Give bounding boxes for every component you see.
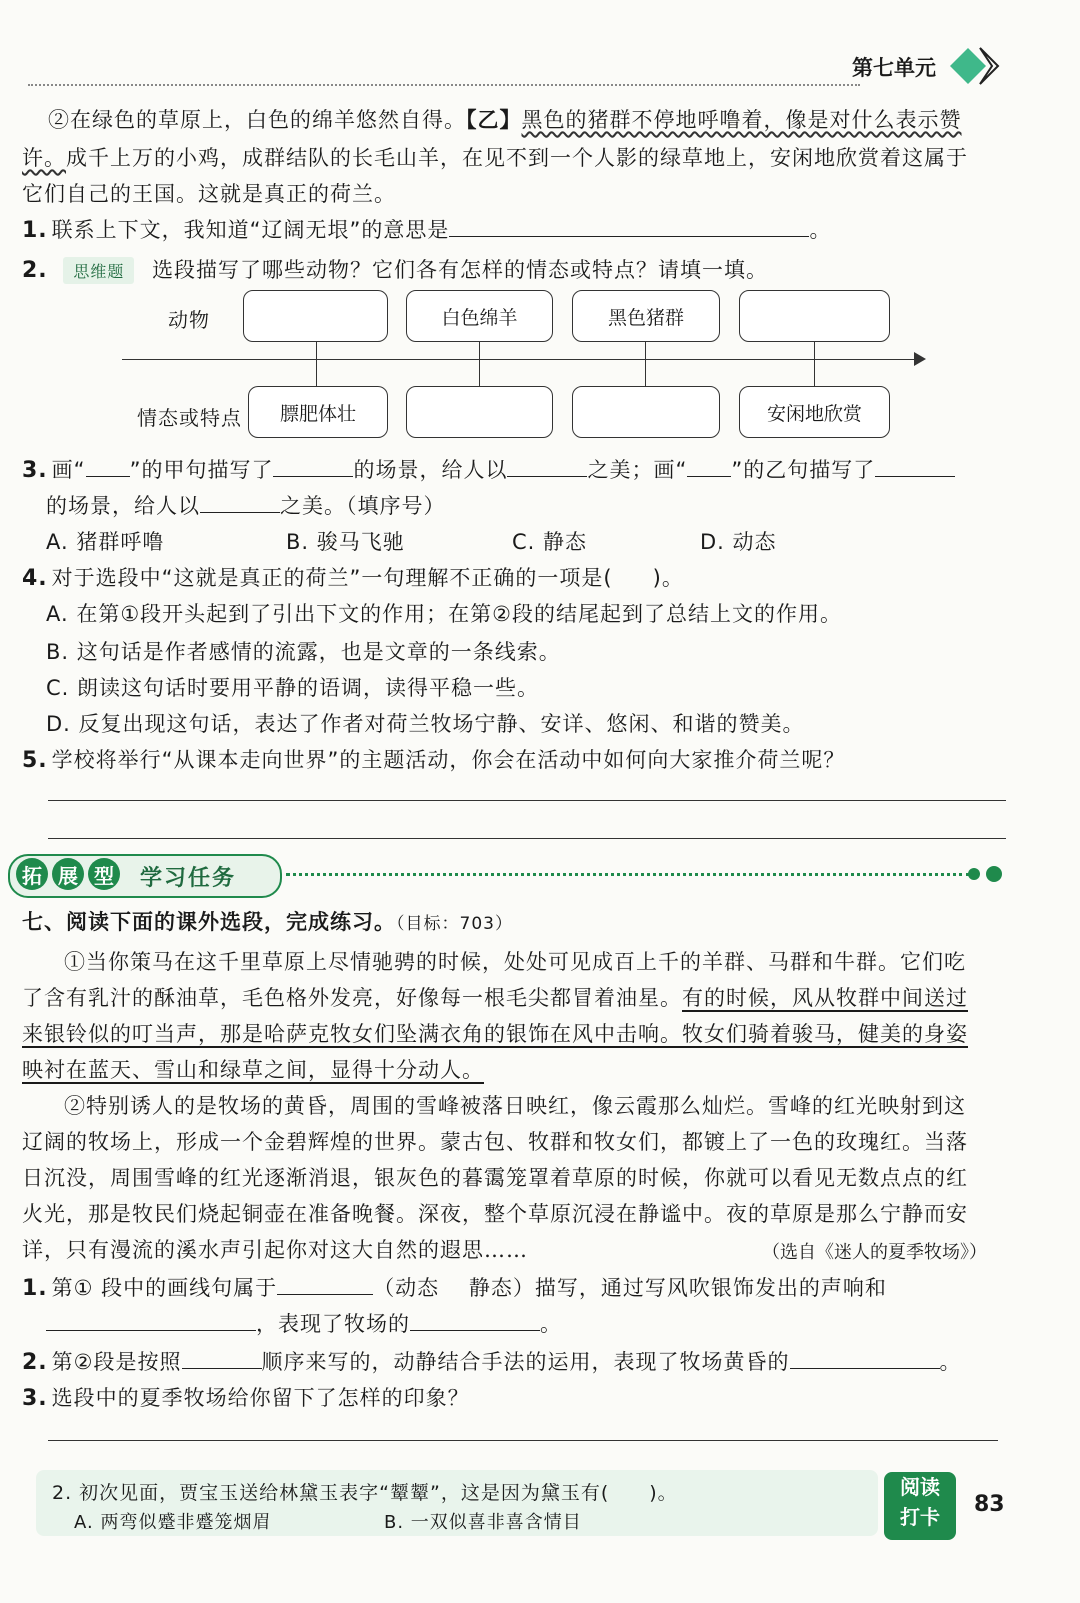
s7-p2-line-1: ②特别诱人的是牧场的黄昏，周围的雪峰被落日映红，像云霞那么灿烂。雪峰的红光映射到这 (64, 1094, 966, 1118)
section-7-title: 七、阅读下面的课外选段，完成练习。（目标：703） (22, 910, 513, 934)
footer-question: 2. 初次见面，贾宝玉送给林黛玉表字“颦颦”，这是因为黛玉有( )。 (52, 1482, 678, 1504)
diagram-axis (122, 359, 922, 360)
banner-title: 学习任务 (140, 866, 237, 891)
s7-p1-line-3: 来银铃似的叮当声，那是哈萨克牧女们坠满衣角的银饰在风中击响。牧女们骑着骏马，健美的身姿 (22, 1022, 968, 1046)
dot-icon (968, 868, 980, 880)
footer-quiz-box (36, 1470, 878, 1536)
banner-char-1: 拓 (16, 858, 48, 890)
s7-question-1-line-2: ，表现了牧场的 。 (46, 1308, 562, 1338)
trait-box-4: 安闲地欣赏 (739, 386, 890, 438)
trait-box-2[interactable] (406, 386, 553, 438)
answer-blank[interactable] (875, 456, 955, 477)
reading-checkin-badge[interactable]: 阅读 打卡 (884, 1472, 956, 1540)
passage-line-1: ②在绿色的草原上，白色的绵羊悠然自得。【乙】黑色的猪群不停地呼噜着，像是对什么表示赞 (48, 107, 962, 132)
answer-blank[interactable] (182, 1348, 262, 1369)
animal-box-3: 黑色猪群 (572, 290, 720, 342)
answer-blank[interactable] (449, 216, 809, 237)
s7-p2-line-3: 日沉没，周围雪峰的红光逐渐消退，银灰色的暮霭笼罩着草原的时候，你就可以看见无数点点的红 (22, 1166, 968, 1190)
passage-line-2: 许。成千上万的小鸡，成群结队的长毛山羊，在见不到一个人影的绿草地上，安闲地欣赏着这属于 (22, 146, 968, 170)
answer-line[interactable] (48, 800, 1006, 801)
diamond-icon (950, 44, 1000, 88)
answer-blank[interactable] (46, 1310, 256, 1331)
passage-line-3: 它们自己的王国。这就是真正的荷兰。 (22, 182, 396, 206)
thinking-badge: 思维题 (63, 257, 134, 284)
banner-dotted-rule (286, 873, 970, 876)
dot-icon (986, 866, 1002, 882)
s7-p2-line-4: 火光，那是牧民们烧起铜壶在准备晚餐。深夜，整个草原沉浸在静谧中。夜的草原是那么宁静而安 (22, 1202, 968, 1226)
banner-char-3: 型 (88, 858, 120, 890)
diagram-label-trait: 情态或特点 (137, 406, 242, 430)
unit-title: 第七单元 (852, 56, 936, 80)
question-5: 5. 学校将举行“从课本走向世界”的主题活动，你会在活动中如何向大家推介荷兰呢？ (22, 748, 846, 773)
answer-blank[interactable] (687, 456, 731, 477)
answer-blank[interactable] (790, 1348, 940, 1369)
answer-blank[interactable] (507, 456, 587, 477)
s7-question-2: 2. 第②段是按照 顺序来写的，动静结合手法的运用，表现了牧场黄昏的 。 (22, 1350, 962, 1375)
q3-option-b: B. 骏马飞驰 (286, 530, 405, 554)
s7-p1-line-4: 映衬在蓝天、雪山和绿草之间，显得十分动人。 (22, 1058, 484, 1082)
s7-question-3: 3. 选段中的夏季牧场给你留下了怎样的印象？ (22, 1386, 470, 1411)
s7-p1-line-2: 了含有乳汁的酥油草，毛色格外发亮，好像每一根毛尖都冒着油星。有的时候，风从牧群中间送过 (22, 986, 968, 1010)
q3-option-a: A. 猪群呼噜 (46, 530, 165, 554)
banner-char-2: 展 (52, 858, 84, 890)
q4-option-a: A. 在第①段开头起到了引出下文的作用；在第②段的结尾起到了总结上文的作用。 (46, 602, 842, 626)
answer-blank[interactable] (273, 456, 353, 477)
question-1: 1. 联系上下文，我知道“辽阔无垠”的意思是 。 (22, 218, 832, 243)
s7-p1-line-1: ①当你策马在这千里草原上尽情驰骋的时候，处处可见成百上千的羊群、马群和牛群。它们吃 (64, 950, 966, 974)
q3-option-d: D. 动态 (700, 530, 777, 554)
question-2: 2. 思维题 选段描写了哪些动物？它们各有怎样的情态或特点？请填一填。 (22, 258, 769, 283)
trait-box-3[interactable] (572, 386, 720, 438)
answer-blank[interactable] (200, 492, 280, 513)
question-3-line-2: 的场景，给人以 之美。（填序号） (46, 494, 446, 518)
footer-option-b: B. 一双似喜非喜含情目 (384, 1512, 582, 1533)
animal-box-1[interactable] (243, 290, 388, 342)
s7-p2-line-5: 详，只有漫流的溪水声引起你对这大自然的遐思…… (22, 1238, 528, 1262)
animal-box-2: 白色绵羊 (406, 290, 553, 342)
answer-blank[interactable] (277, 1274, 373, 1295)
s7-question-1-line-1: 1. 第① 段中的画线句属于 （动态 静态）描写，通过写风吹银饰发出的声响和 (22, 1276, 887, 1301)
header-dotted-rule (28, 84, 860, 86)
animal-box-4[interactable] (739, 290, 890, 342)
connector (316, 342, 317, 386)
connector (479, 342, 480, 386)
footer-option-a: A. 两弯似蹙非蹙笼烟眉 (74, 1512, 272, 1533)
connector (645, 342, 646, 386)
source-citation: （选自《迷人的夏季牧场》） (762, 1242, 987, 1263)
diagram-label-animal: 动物 (168, 308, 210, 332)
q4-option-c: C. 朗读这句话时要用平静的语调，读得平稳一些。 (46, 676, 540, 700)
q3-option-c: C. 静态 (512, 530, 588, 554)
section-banner (8, 854, 282, 898)
trait-box-1: 膘肥体壮 (248, 386, 388, 438)
question-4: 4. 对于选段中“这就是真正的荷兰”一句理解不正确的一项是( )。 (22, 566, 684, 591)
s7-p2-line-2: 辽阔的牧场上，形成一个金碧辉煌的世界。蒙古包、牧群和牧女们，都镀上了一色的玫瑰红。当落 (22, 1130, 968, 1154)
question-3-line-1: 3. 画“ ”的甲句描写了 的场景，给人以 之美；画“ ”的乙句描写了 (22, 454, 955, 484)
answer-blank[interactable] (86, 456, 130, 477)
q4-option-d: D. 反复出现这句话，表达了作者对荷兰牧场宁静、安详、悠闲、和谐的赞美。 (46, 712, 805, 736)
page-number: 83 (974, 1492, 1005, 1517)
answer-line[interactable] (48, 1440, 998, 1441)
axis-arrow-icon (914, 352, 926, 366)
connector (814, 342, 815, 386)
answer-blank[interactable] (410, 1310, 540, 1331)
q4-option-b: B. 这句话是作者感情的流露，也是文章的一条线索。 (46, 640, 561, 664)
answer-line[interactable] (48, 838, 1006, 839)
